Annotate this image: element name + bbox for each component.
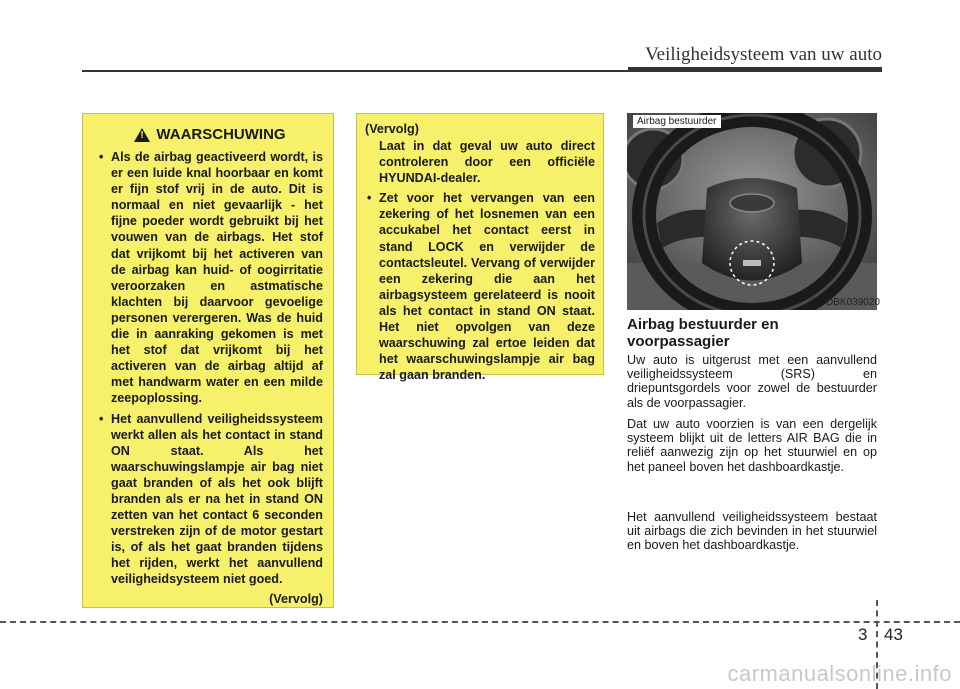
warning-bullet: • Zet voor het vervangen van een zekering of het losnemen van een accukabel het contact eerst in stand LOCK en verwijder de contactsleutel. Vervang of verwijder een zekering die aan het airbagsysteem gerelateerd is nooit als het contact in stand ON staat. Het niet opvolgen van deze waarschuwing zal ertoe leiden dat het waarschuwingslampje air bag zal gaan branden. <box>365 190 595 383</box>
warning-bullets <box>365 190 595 383</box>
page-header-title: Veiligheidsysteem van uw auto <box>645 44 882 65</box>
warning-triangle-icon <box>134 128 150 142</box>
warning-heading <box>97 126 323 143</box>
warning-heading-text: WAARSCHUWING <box>156 126 286 143</box>
body-paragraph: Uw auto is uitgerust met een aanvullend veiligheidssysteem (SRS) en driepuntsgordels voor zowel de bestuurder als de voorpassagier. <box>627 353 877 410</box>
figure-code: OBK039020 <box>825 297 880 308</box>
header-rule-accent <box>628 67 882 72</box>
warning-bullet: • Het aanvullend veiligheidssysteem werkt allen als het contact in stand ON staat. Als het waarschuwingslampje air bag niet gaat branden of als het ook blijft branden als er na het in stand ON zetten van het contact 6 seconden verstreken zijn of de motor gestart is, of als het gaat branden tijdens het rijden, werkt het aanvullend veiligheidsysteem niet goed. <box>97 411 323 588</box>
warning-box-right <box>356 113 604 383</box>
body-paragraph: Dat uw auto voorzien is van een dergelijk systeem blijkt uit de letters AIR BAG die in reliëf aanwezig zijn op het stuurwiel en op het paneel boven het dashboardkastje. <box>627 417 877 474</box>
continued-label: (Vervolg) <box>365 122 419 136</box>
figure-label: Airbag bestuurder <box>633 115 721 128</box>
page-number: 43 <box>884 625 903 644</box>
warning-box-left <box>82 113 334 608</box>
section-title: Airbag bestuurder en voorpassagier <box>627 316 779 350</box>
chapter-number: 3 <box>858 625 868 644</box>
footer-rule <box>0 621 960 623</box>
warning-bullet: • Als de airbag geactiveerd wordt, is er een luide knal hoorbaar en komt er fijn stof vrij in de auto. Dit is normaal en niet gevaarlijk - het fijne poeder wordt gebruikt bij het vouwen van de airbags. Het stof dat vrijkomt bij het activeren van de airbag kan huid- of oogirritatie veroorzaken en astmatische klachten bij daarvoor gevoelige personen verergeren. Was de huid die in aanraking gekomen is met het stof dat vrijkomt bij het activeren van de airbag altijd af met handwarm water en een milde zeepoplossing. <box>97 149 323 407</box>
steering-wheel-photo <box>627 113 877 310</box>
warning-paragraph: Laat in dat geval uw auto direct controleren door een officiële HYUNDAI-dealer. <box>379 139 595 186</box>
body-paragraph: Het aanvullend veiligheidssysteem bestaat uit airbags die zich bevinden in het stuurwiel en boven het dashboardkastje. <box>627 510 877 553</box>
watermark: carmanualsonline.info <box>727 661 952 686</box>
warning-bullets <box>97 149 323 588</box>
steering-wheel-illustration <box>627 113 877 310</box>
continued-label: (Vervolg) <box>269 591 323 606</box>
